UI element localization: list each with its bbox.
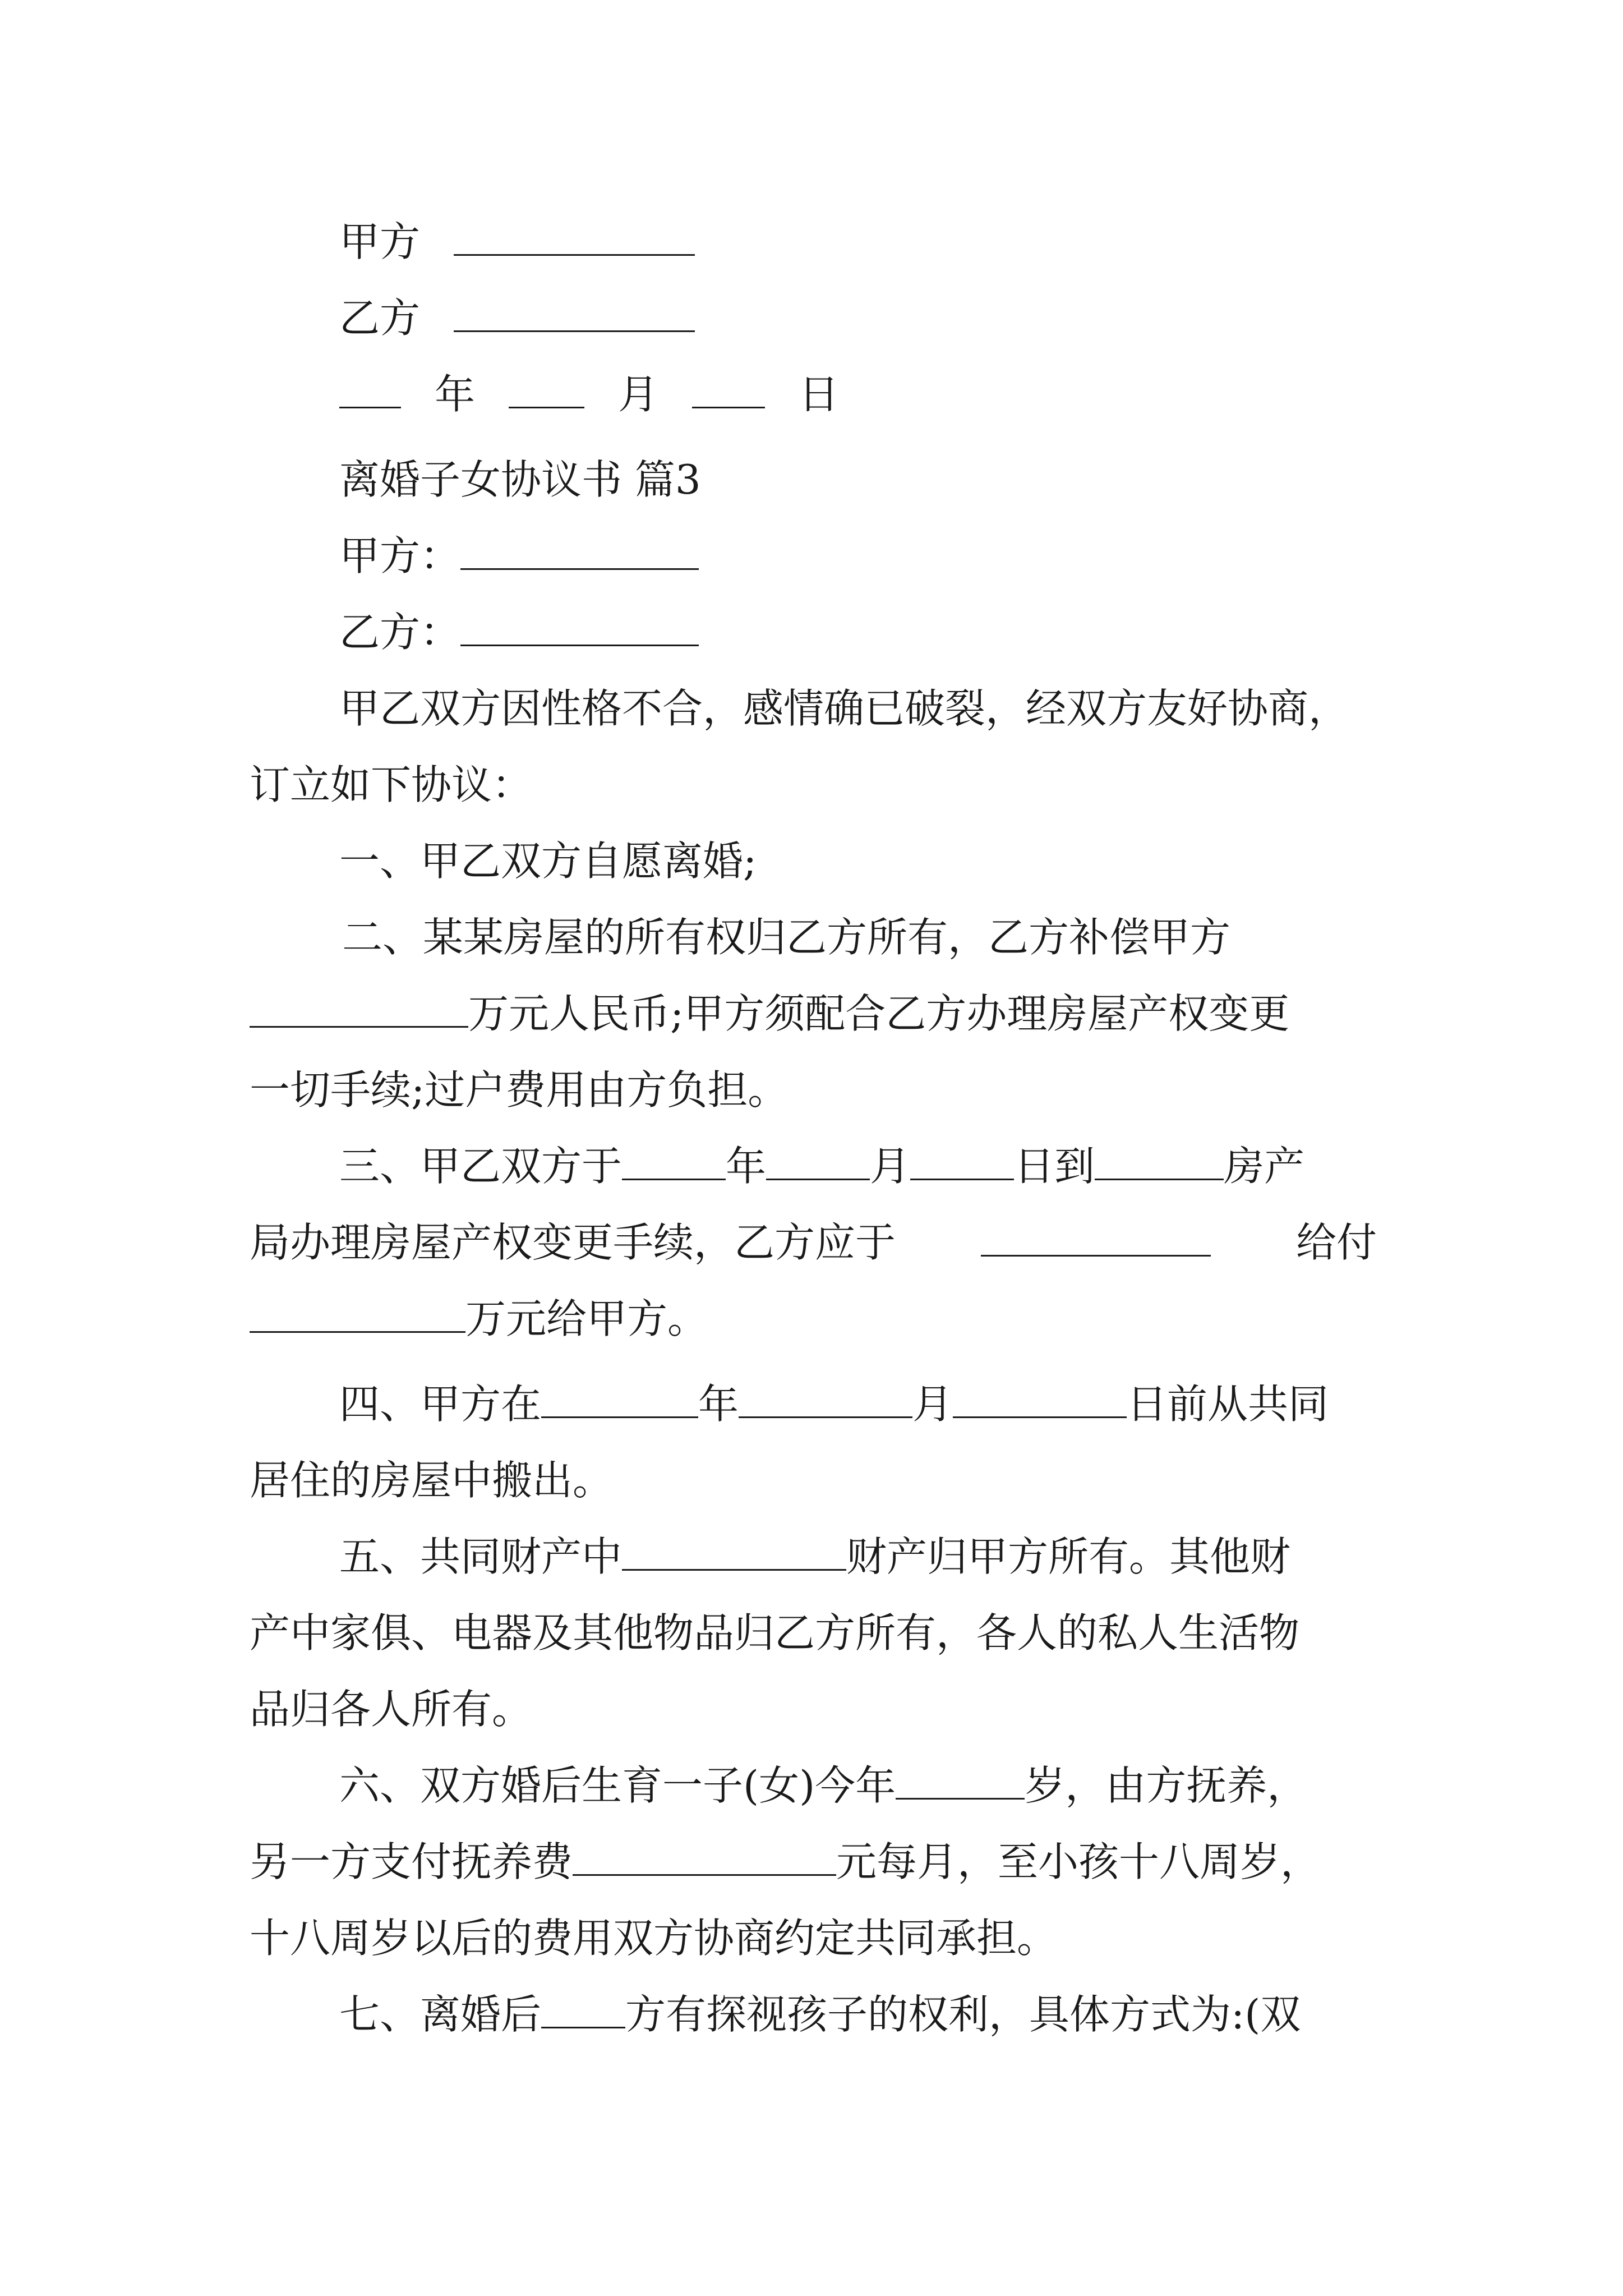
clause-2-line-1: 二、某某房屋的所有权归乙方所有，乙方补偿甲方 — [342, 914, 1231, 961]
clause-7-line-1 — [339, 1987, 1301, 2041]
clause-4-year: 年 — [698, 1381, 739, 1428]
clause-6-support-blank — [573, 1839, 836, 1876]
clause-3-date-blank — [981, 1220, 1211, 1257]
clause-3-month-blank — [766, 1144, 870, 1180]
clause-6-line-1 — [339, 1759, 1307, 1812]
clause-5-line-2: 产中家俱、电器及其他物品归乙方所有，各人的私人生活物 — [250, 1609, 1300, 1657]
year-label: 年 — [435, 371, 476, 418]
clause-4-year-blank — [541, 1382, 698, 1418]
clause-4-text-a: 四、甲方在 — [339, 1381, 542, 1428]
clause-5-property-blank — [622, 1534, 846, 1571]
clause-3-day-blank — [910, 1144, 1014, 1180]
clause-3-text-a: 三、甲乙双方于 — [339, 1143, 623, 1190]
party-a-signature-line — [339, 215, 695, 269]
clause-3-line-2-text-b: 给付 — [1295, 1219, 1377, 1266]
party-b-blank — [454, 296, 695, 332]
clause-3-line-3 — [250, 1292, 708, 1346]
month-blank — [509, 372, 584, 408]
clause-4-line-1 — [339, 1377, 1329, 1431]
clause-3-year: 年 — [726, 1143, 767, 1190]
clause-5-text-b: 财产归甲方所有。其他财 — [846, 1533, 1291, 1580]
clause-6-text-b: 岁，由方抚养， — [1025, 1762, 1308, 1809]
clause-2-line-3: 一切手续;过户费用由方负担。 — [250, 1066, 789, 1114]
party-b-signature-line — [339, 291, 695, 345]
day-label: 日 — [799, 371, 840, 418]
clause-7-text-b: 方有探视孩子的权利，具体方式为:(双 — [625, 1991, 1301, 2038]
clause-3-line-3-text: 万元给甲方。 — [465, 1295, 708, 1342]
clause-3-text-e: 房产 — [1224, 1143, 1305, 1190]
agreement-party-b-blank — [460, 610, 699, 646]
month-label: 月 — [618, 371, 659, 418]
clause-2-line-2 — [250, 987, 1289, 1041]
clause-5-line-1 — [339, 1530, 1290, 1584]
clause-3-line-1 — [339, 1139, 1304, 1193]
clause-3-year-blank — [622, 1144, 726, 1180]
agreement-party-a-label: 甲方： — [339, 532, 461, 579]
clause-5-line-3: 品归各人所有。 — [250, 1686, 533, 1733]
clause-6-line-3: 十八周岁以后的费用双方协商约定共同承担。 — [250, 1915, 1058, 1962]
clause-5-text-a: 五、共同财产中 — [339, 1533, 623, 1580]
year-blank — [339, 372, 401, 408]
clause-4-month-blank — [739, 1382, 912, 1418]
clause-3-amount-blank — [250, 1296, 465, 1333]
agreement-party-b — [339, 605, 699, 659]
clause-4-text-d: 日前从共同 — [1127, 1381, 1329, 1428]
clause-4-month: 月 — [912, 1381, 953, 1428]
clause-6-age-blank — [896, 1763, 1025, 1800]
agreement-party-a-blank — [460, 533, 699, 570]
party-a-blank — [454, 219, 695, 256]
clause-2-line-2-text: 万元人民币;甲方须配合乙方办理房屋产权变更 — [468, 990, 1290, 1037]
party-a-label: 甲方 — [339, 218, 421, 265]
intro-line-1: 甲乙双方因性格不合，感情确已破裂，经双方友好协商， — [339, 685, 1349, 732]
section-title: 离婚子女协议书 篇3 — [339, 456, 701, 503]
clause-6-line-2-text-a: 另一方支付抚养费 — [250, 1838, 573, 1885]
clause-3-day: 日到 — [1014, 1143, 1095, 1190]
agreement-party-b-label: 乙方： — [339, 609, 461, 656]
clause-3-month: 月 — [870, 1143, 911, 1190]
clause-7-text-a: 七、离婚后 — [339, 1991, 542, 2038]
clause-3-line-2 — [250, 1216, 1377, 1269]
clause-6-text-a: 六、双方婚后生育一子(女)今年 — [339, 1762, 896, 1809]
clause-6-line-2 — [250, 1835, 1321, 1889]
date-line — [339, 367, 839, 421]
intro-line-2: 订立如下协议： — [250, 761, 533, 808]
clause-3-location-blank — [1095, 1144, 1224, 1180]
clause-4-line-2: 居住的房屋中搬出。 — [250, 1457, 614, 1504]
party-b-label: 乙方 — [339, 295, 421, 342]
clause-7-party-blank — [541, 1992, 625, 2028]
day-blank — [692, 372, 765, 408]
agreement-party-a — [339, 529, 699, 583]
clause-3-line-2-text-a: 局办理房屋产权变更手续，乙方应于 — [250, 1219, 896, 1266]
clause-1: 一、甲乙双方自愿离婚; — [339, 838, 757, 885]
clause-6-line-2-text-b: 元每月，至小孩十八周岁， — [836, 1838, 1321, 1885]
clause-4-day-blank — [953, 1382, 1127, 1418]
compensation-blank — [250, 991, 468, 1028]
